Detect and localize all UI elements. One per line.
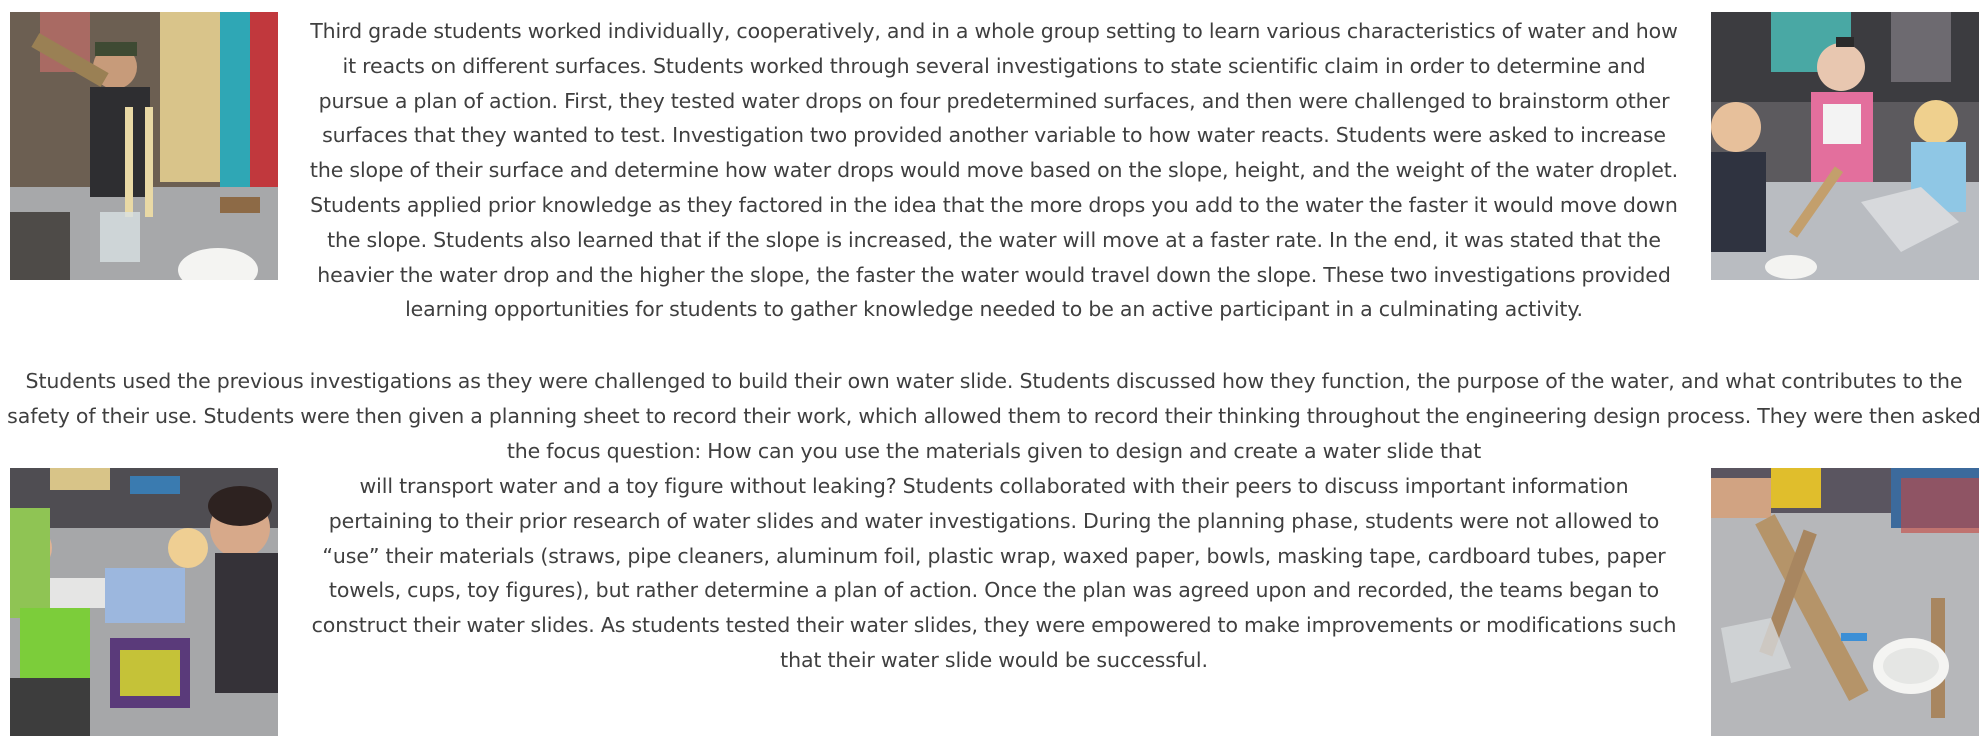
challenge-paragraph: Students used the previous investigations as they were challenged to build their own water slide. Students discussed how they function, the purpose of the water, and what contributes to the safety of their use. Students were then given a planning sheet to record their work, which allowed them to record their thinking throughout the engineering design process. They were then asked the focus question: How can you use the materials given to design and create a water slide that [7, 369, 1981, 463]
photo-girls-building-slide-image [1711, 12, 1979, 280]
photo-students-planning [10, 468, 278, 736]
photo-students-planning-image [10, 468, 278, 736]
photo-tube-slide-bowl [1711, 468, 1979, 736]
photo-tube-slide-bowl-image [1711, 468, 1979, 736]
intro-paragraph: Third grade students worked individually, cooperatively, and in a whole group setting to learn various characteristics of water and how it reacts on different surfaces. Students worked through several investigations to state scientific claim in order to determine and pursue a plan of action. First, they tested water drops on four predetermined surfaces, and then were challenged to brainstorm other surfaces that they wanted to test. Investigation two provided another variable to how water reacts. Students were asked to increase the slope of their surface and determine how water drops would move based on the slope, height, and the weight of the water droplet. Students applied prior knowledge as they factored in the idea that the more drops you add to the water the faster it would move down the slope. Students also learned that if the slope is increased, the water will move at a faster rate. In the end, it was stated that the heavier the water drop and the higher the slope, the faster the water would travel down the slope. These two investigations provided learning opportunities for students to gather knowledge needed to be an active participant in a culminating activity. [309, 19, 1679, 322]
photo-student-with-tube-slide [10, 12, 278, 280]
photo-student-with-tube-slide-image [10, 12, 278, 280]
design-process-paragraph: will transport water and a toy figure without leaking? Students collaborated with their peers to discuss important information pertaining to their prior research of water slides and water investigations. During the planning phase, students were not allowed to “use” their materials (straws, pipe cleaners, aluminum foil, plastic wrap, waxed paper, bowls, masking tape, cardboard tubes, paper towels, cups, toy figures), but rather determine a plan of action. Once the plan was agreed upon and recorded, the teams began to construct their water slides. As students tested their water slides, they were empowered to make improvements or modifications such that their water slide would be successful. [311, 474, 1677, 672]
photo-girls-building-slide [1711, 12, 1979, 280]
